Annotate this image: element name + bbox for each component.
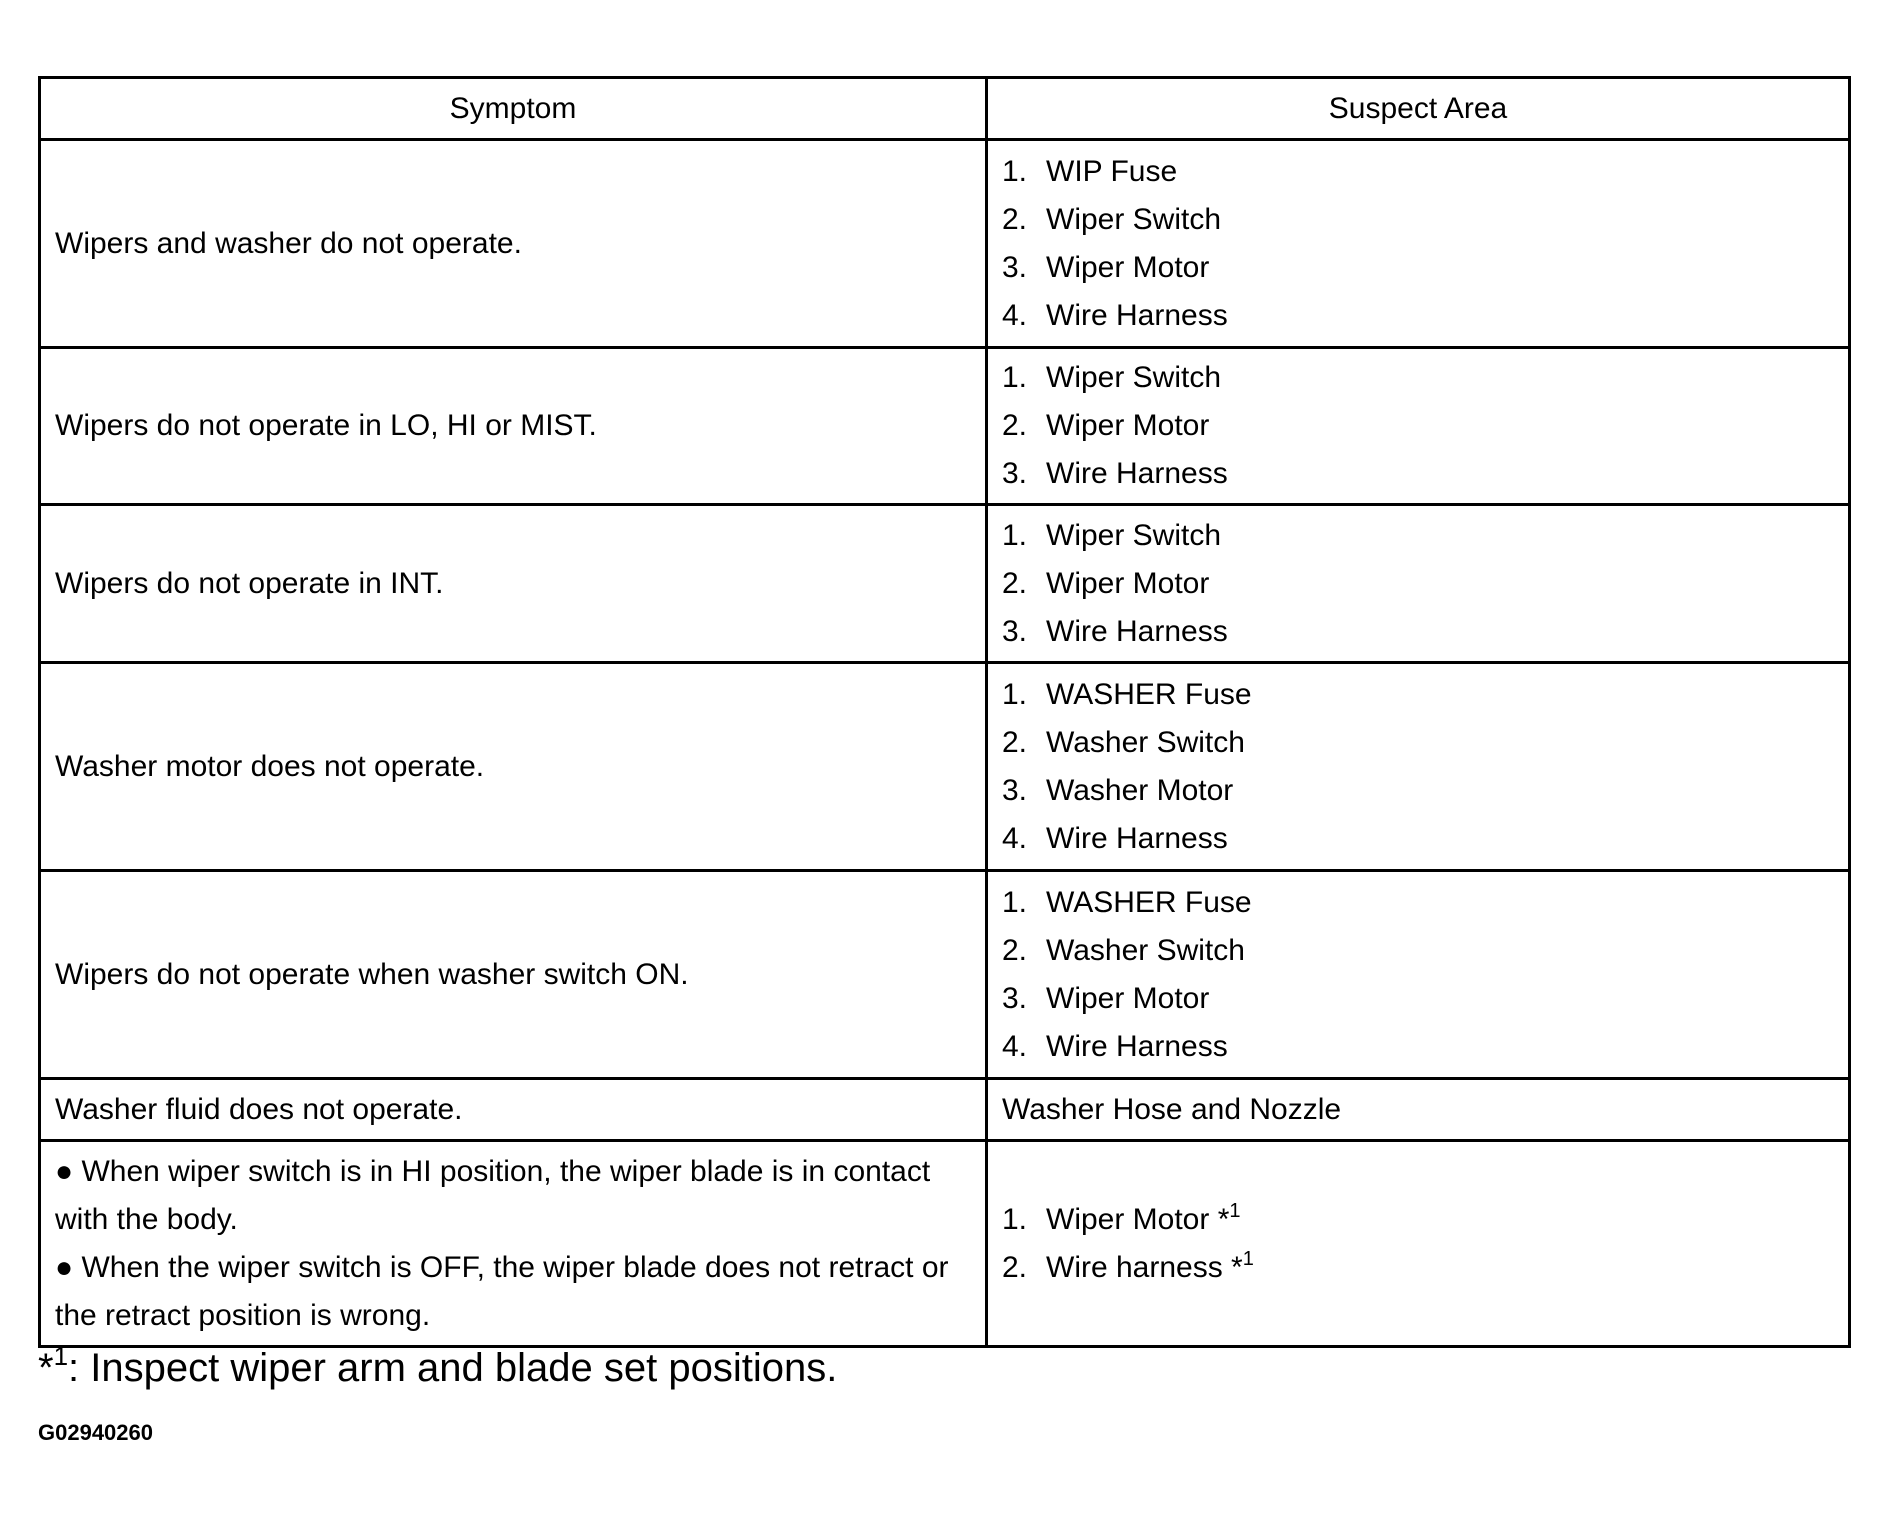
suspect-area-cell (987, 140, 1850, 348)
footnote-star: * (38, 1346, 54, 1390)
symptom-cell (40, 871, 987, 1079)
suspect-item (1002, 671, 1834, 719)
item-text: Wiper Switch (1046, 518, 1222, 552)
item-text: Wire Harness (1046, 457, 1228, 490)
suspect-item (1002, 608, 1834, 656)
header-row (40, 78, 1850, 140)
footnote (38, 1341, 838, 1391)
item-text: Washer Switch (1046, 933, 1245, 967)
item-text: Wiper Motor * (1046, 1202, 1230, 1236)
symptom-cell (40, 140, 987, 348)
suspect-item (1002, 292, 1834, 340)
suspect-item (1002, 1244, 1834, 1292)
item-number: 1. (1002, 154, 1028, 188)
item-number: 1. (1002, 1202, 1028, 1236)
suspect-area-cell (987, 348, 1850, 505)
symptom-text: Wipers do not operate in INT. (55, 566, 444, 600)
figure-id: G02940260 (38, 1420, 153, 1445)
item-number: 4. (1002, 298, 1028, 332)
item-text: WASHER Fuse (1046, 677, 1252, 711)
item-text: Wiper Motor (1046, 250, 1210, 284)
footnote-number: 1 (53, 1341, 69, 1371)
symptom-table-container (38, 76, 1851, 1348)
symptom-text: Wipers and washer do not operate. (55, 226, 522, 260)
header-suspect-area: Suspect Area (987, 78, 1850, 140)
item-number: 2. (1002, 1250, 1028, 1284)
item-number: 4. (1002, 1029, 1028, 1063)
item-text: WASHER Fuse (1046, 885, 1252, 919)
item-text: Wiper Switch (1046, 202, 1222, 236)
symptom-text: Wipers do not operate in LO, HI or MIST. (55, 409, 597, 442)
suspect-area-cell (987, 1141, 1850, 1347)
item-number: 1. (1002, 361, 1028, 394)
item-number: 3. (1002, 250, 1028, 284)
item-text: Wire Harness (1046, 1029, 1228, 1063)
symptom-table (38, 76, 1851, 1348)
suspect-item (1002, 450, 1834, 498)
footnote-mark: 1 (1229, 1199, 1241, 1222)
suspect-item (1002, 512, 1834, 560)
footnote-text: : Inspect wiper arm and blade set positions. (68, 1346, 838, 1390)
footnote-mark: 1 (1242, 1247, 1254, 1270)
item-text: Wire Harness (1046, 614, 1228, 648)
suspect-item (1002, 767, 1834, 815)
item-number: 2. (1002, 933, 1028, 967)
item-text: WIP Fuse (1046, 154, 1178, 188)
suspect-area-cell (987, 871, 1850, 1079)
item-number: 1. (1002, 518, 1028, 552)
item-number: 2. (1002, 725, 1028, 759)
header-symptom: Symptom (40, 78, 987, 140)
table-row (40, 1141, 1850, 1347)
item-text: Wiper Motor (1046, 981, 1210, 1015)
symptom-cell (40, 1079, 987, 1141)
symptom-cell (40, 1141, 987, 1347)
symptom-text: Washer motor does not operate. (55, 749, 485, 783)
item-number: 3. (1002, 457, 1028, 490)
suspect-item (1002, 402, 1834, 450)
item-text: Wire harness * (1046, 1250, 1243, 1284)
suspect-item (1002, 148, 1834, 196)
suspect-area-cell (987, 505, 1850, 663)
suspect-area-cell (987, 1079, 1850, 1141)
table-row (40, 663, 1850, 871)
suspect-item (1002, 560, 1834, 608)
item-text: Washer Switch (1046, 725, 1245, 759)
suspect-item (1002, 354, 1834, 402)
symptom-bullet: ● When wiper switch is in HI position, the wiper blade is in contact with the body. (55, 1154, 931, 1236)
suspect-item (1002, 879, 1834, 927)
suspect-item (1002, 927, 1834, 975)
suspect-item (1002, 196, 1834, 244)
item-number: 1. (1002, 677, 1028, 711)
item-number: 2. (1002, 409, 1028, 442)
symptom-bullet: ● When the wiper switch is OFF, the wiper blade does not retract or the retract position is wrong. (55, 1250, 949, 1332)
item-text: Wiper Motor (1046, 409, 1210, 442)
item-number: 3. (1002, 773, 1028, 807)
suspect-item (1002, 975, 1834, 1023)
table-row (40, 871, 1850, 1079)
table-row (40, 505, 1850, 663)
suspect-item (1002, 815, 1834, 863)
item-number: 2. (1002, 202, 1028, 236)
item-number: 4. (1002, 821, 1028, 855)
symptom-cell (40, 663, 987, 871)
item-number: 3. (1002, 614, 1028, 648)
suspect-item (1002, 244, 1834, 292)
item-text: Wiper Motor (1046, 566, 1210, 600)
suspect-item (1002, 1196, 1834, 1244)
item-number: 2. (1002, 566, 1028, 600)
item-number: 3. (1002, 981, 1028, 1015)
table-row (40, 348, 1850, 505)
symptom-text: Wipers do not operate when washer switch ON. (55, 957, 689, 991)
table-row (40, 140, 1850, 348)
symptom-text: Washer fluid does not operate. (55, 1092, 463, 1126)
suspect-item (1002, 1023, 1834, 1071)
symptom-cell (40, 348, 987, 505)
item-text: Wiper Switch (1046, 361, 1222, 394)
item-text: Washer Motor (1046, 773, 1234, 807)
suspect-text: Washer Hose and Nozzle (1002, 1092, 1342, 1126)
suspect-area-cell (987, 663, 1850, 871)
item-number: 1. (1002, 885, 1028, 919)
table-row (40, 1079, 1850, 1141)
item-text: Wire Harness (1046, 298, 1228, 332)
item-text: Wire Harness (1046, 821, 1228, 855)
suspect-item (1002, 719, 1834, 767)
symptom-cell (40, 505, 987, 663)
